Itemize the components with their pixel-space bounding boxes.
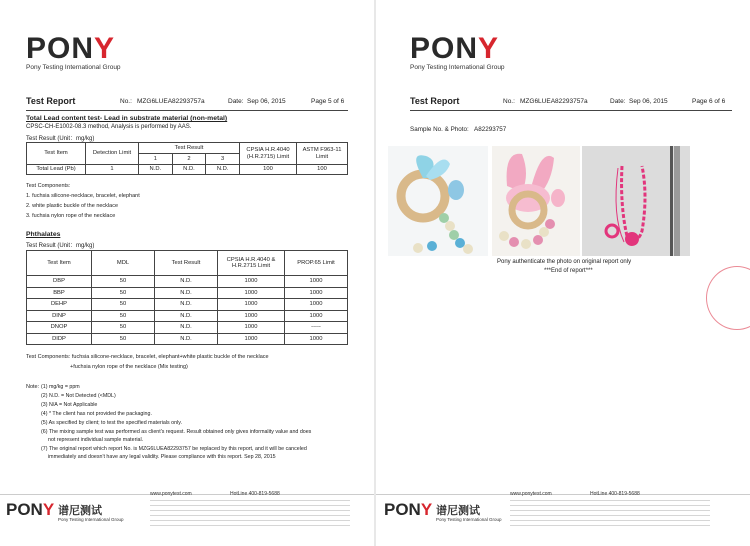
phthalates-unit: Test Result (Unit：mg/kg) bbox=[26, 243, 95, 249]
report-title: Test Report bbox=[26, 96, 76, 106]
ph-cpsia: 1000 bbox=[218, 276, 285, 288]
table-row bbox=[27, 310, 348, 322]
teether-blue-illustration bbox=[388, 146, 488, 256]
ph-prop: 1000 bbox=[285, 287, 348, 299]
ph-prop: 1000 bbox=[285, 299, 348, 311]
footer-addresses bbox=[150, 500, 350, 526]
note-item: immediately and doesn't have any legal validity. Please compliance with this report. Sep 28, 2015 bbox=[48, 454, 276, 460]
report-number-label: No.: bbox=[503, 98, 515, 105]
teether-pink-illustration bbox=[492, 146, 580, 256]
ph-item: DINP bbox=[27, 310, 92, 322]
ph-components-line2: +fuchsia nylon rope of the necklace (Mix testing) bbox=[70, 364, 188, 370]
footer-chinese-name: 谱尼测试 bbox=[436, 505, 480, 517]
lead-th-3: 3 bbox=[206, 154, 240, 165]
report-page-5 bbox=[0, 0, 374, 546]
lead-r3: N.D. bbox=[206, 165, 240, 175]
report-page-6 bbox=[376, 0, 750, 546]
component-item: 2. white plastic buckle of the necklace bbox=[26, 203, 119, 209]
ph-result: N.D. bbox=[155, 333, 218, 345]
photo-teether-pink bbox=[492, 146, 580, 256]
report-date: Sep 06, 2015 bbox=[629, 98, 668, 105]
phthalates-table bbox=[26, 250, 348, 345]
page-number: Page 5 of 6 bbox=[311, 98, 345, 105]
table-row bbox=[27, 333, 348, 345]
ph-result: N.D. bbox=[155, 276, 218, 288]
ph-th-result: Test Result bbox=[155, 251, 218, 276]
component-item: 1. fuchsia silicone-necklace, bracelet, elephant bbox=[26, 193, 140, 199]
note-item: (7) The original report which report No. is MZG6LUEA82293757 be replaced by this report, and it will be canceled bbox=[41, 446, 307, 452]
table-row bbox=[27, 299, 348, 311]
footer-rule bbox=[376, 494, 750, 495]
ph-result: N.D. bbox=[155, 287, 218, 299]
components-title: Test Components: bbox=[26, 183, 71, 189]
footer-website: www.ponytest.com bbox=[510, 491, 552, 497]
ph-cpsia: 1000 bbox=[218, 310, 285, 322]
page-number: Page 6 of 6 bbox=[692, 98, 726, 105]
lead-unit: Test Result (Unit：mg/kg) bbox=[26, 136, 95, 142]
official-stamp bbox=[706, 266, 750, 330]
logo-subtitle: Pony Testing International Group bbox=[410, 64, 505, 71]
pony-logo: PONY bbox=[410, 32, 500, 65]
ph-cpsia: 1000 bbox=[218, 299, 285, 311]
lead-th-2: 2 bbox=[172, 154, 206, 165]
lead-th-dl: Detection Limit bbox=[86, 143, 139, 165]
footer-addresses bbox=[510, 500, 710, 526]
lead-th-cpsia: CPSIA H.R.4040 (H.R.2715) Limit bbox=[240, 143, 297, 165]
note-item: (2) N.D. = Not Detected (<MDL) bbox=[41, 393, 116, 399]
footer-website: www.ponytest.com bbox=[150, 491, 192, 497]
lead-th-result: Test Result bbox=[139, 143, 240, 154]
lead-item: Total Lead (Pb) bbox=[27, 165, 86, 175]
lead-method: CPSC-CH-E1002-08.3 method, Analysis is performed by AAS. bbox=[26, 124, 192, 130]
ph-mdl: 50 bbox=[92, 299, 155, 311]
ph-mdl: 50 bbox=[92, 322, 155, 334]
footer-hotline: HotLine 400-819-5688 bbox=[590, 491, 640, 497]
footer-hotline: HotLine 400-819-5688 bbox=[230, 491, 280, 497]
header-rule bbox=[26, 110, 348, 111]
report-number: MZG6LUEA82293757a bbox=[520, 98, 588, 105]
end-of-report: ***End of report*** bbox=[544, 268, 593, 274]
report-number-label: No.: bbox=[120, 98, 132, 105]
ph-components-line1: Test Components: fuchsia silicone-necklace, bracelet, elephant+white plastic buckle of the necklace bbox=[26, 354, 269, 360]
pony-logo: PONY bbox=[26, 32, 116, 65]
ph-mdl: 50 bbox=[92, 276, 155, 288]
note-item: (4) * The client has not provided the packaging. bbox=[41, 411, 152, 417]
lead-th-astm: ASTM F963-11 Limit bbox=[297, 143, 348, 165]
report-date-label: Date: bbox=[228, 98, 244, 105]
photo-teether-blue bbox=[388, 146, 488, 256]
lead-r1: N.D. bbox=[139, 165, 173, 175]
ph-mdl: 50 bbox=[92, 310, 155, 322]
ph-result: N.D. bbox=[155, 322, 218, 334]
table-row bbox=[27, 276, 348, 288]
lead-th-item: Test Item bbox=[27, 143, 86, 165]
note-item: (1) mg/kg = ppm bbox=[41, 384, 80, 390]
header-rule bbox=[410, 110, 732, 111]
phthalates-title: Phthalates bbox=[26, 231, 61, 238]
note-item: not represent individual sample material. bbox=[48, 437, 144, 443]
ph-result: N.D. bbox=[155, 299, 218, 311]
ph-item: DIDP bbox=[27, 333, 92, 345]
ph-th-mdl: MDL bbox=[92, 251, 155, 276]
ph-item: DEHP bbox=[27, 299, 92, 311]
ph-item: DBP bbox=[27, 276, 92, 288]
ph-mdl: 50 bbox=[92, 333, 155, 345]
notes-label: Note: bbox=[26, 384, 40, 390]
ph-prop: 1000 bbox=[285, 333, 348, 345]
lead-cpsia: 100 bbox=[240, 165, 297, 175]
note-item: (6) The mixing sample test was performed as client's request. Result obtained only gives informality value and does bbox=[41, 429, 312, 435]
ph-th-cpsia: CPSIA H.R.4040 & H.R.2715 Limit bbox=[218, 251, 285, 276]
sample-number: A82293757 bbox=[474, 126, 507, 133]
ph-result: N.D. bbox=[155, 310, 218, 322]
lead-section-title: Total Lead content test- Lead in substrate material (non-metal) bbox=[26, 115, 228, 122]
ph-prop: ----- bbox=[285, 322, 348, 334]
photo-necklace bbox=[582, 146, 690, 256]
table-row bbox=[27, 287, 348, 299]
lead-table bbox=[26, 142, 348, 175]
report-title: Test Report bbox=[410, 96, 460, 106]
note-item: (5) As specified by client; to test the specified materials only. bbox=[41, 420, 182, 426]
report-date: Sep 06, 2015 bbox=[247, 98, 286, 105]
lead-th-1: 1 bbox=[139, 154, 173, 165]
footer-subtitle: Pony Testing International Group bbox=[436, 517, 502, 522]
ph-th-item: Test Item bbox=[27, 251, 92, 276]
ph-prop: 1000 bbox=[285, 276, 348, 288]
report-number: MZG6LUEA82293757a bbox=[137, 98, 205, 105]
ph-cpsia: 1000 bbox=[218, 333, 285, 345]
lead-r2: N.D. bbox=[172, 165, 206, 175]
ph-cpsia: 1000 bbox=[218, 287, 285, 299]
ph-item: BBP bbox=[27, 287, 92, 299]
footer-pony-logo: PONY bbox=[6, 500, 55, 519]
footer-pony-logo: PONY bbox=[384, 500, 433, 519]
lead-dl: 1 bbox=[86, 165, 139, 175]
ph-mdl: 50 bbox=[92, 287, 155, 299]
logo-subtitle: Pony Testing International Group bbox=[26, 64, 121, 71]
ph-th-prop: PROP.65 Limit bbox=[285, 251, 348, 276]
table-row bbox=[27, 322, 348, 334]
footer-subtitle: Pony Testing International Group bbox=[58, 517, 124, 522]
ph-item: DNOP bbox=[27, 322, 92, 334]
report-date-label: Date: bbox=[610, 98, 626, 105]
component-item: 3. fuchsia nylon rope of the necklace bbox=[26, 213, 116, 219]
sample-label: Sample No. & Photo: bbox=[410, 126, 469, 133]
ph-prop: 1000 bbox=[285, 310, 348, 322]
lead-astm: 100 bbox=[297, 165, 348, 175]
footer-chinese-name: 谱尼测试 bbox=[58, 505, 102, 517]
ph-cpsia: 1000 bbox=[218, 322, 285, 334]
necklace-illustration bbox=[582, 146, 690, 256]
note-item: (3) N/A = Not Applicable bbox=[41, 402, 98, 408]
photo-authentication-note: Pony authenticate the photo on original report only bbox=[497, 259, 632, 265]
